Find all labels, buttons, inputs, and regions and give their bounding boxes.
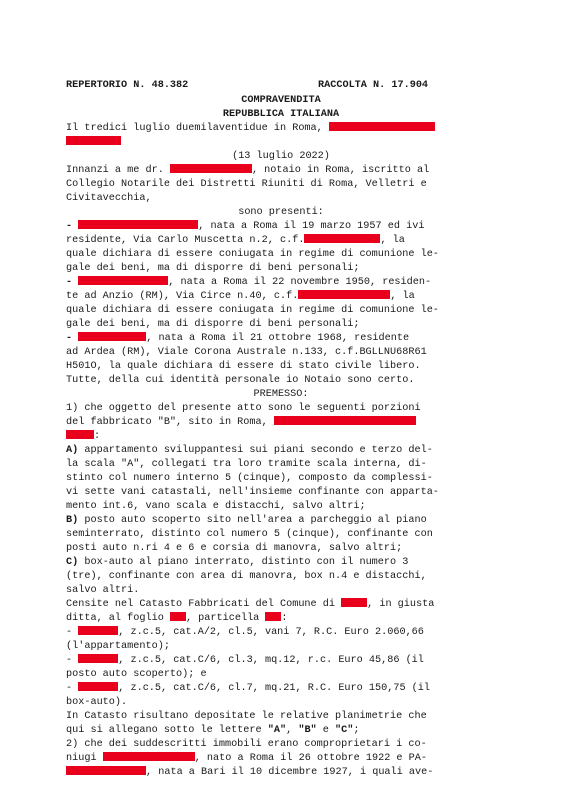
text-segment: , z.c.5, cat.C/6, cl.3, mq.12, r.c. Euro 45,86 (il xyxy=(118,655,424,666)
text-line xyxy=(66,710,496,724)
text-line xyxy=(66,122,496,136)
redaction-mark xyxy=(66,766,146,775)
text-line xyxy=(66,542,496,556)
redaction-mark xyxy=(265,612,281,621)
text-segment: Innanzi a me dr. xyxy=(66,165,170,176)
text-segment: la scala "A", collegati tra loro tramite scala interna, di- xyxy=(66,459,427,470)
text-line xyxy=(66,752,496,766)
text-segment: , particella xyxy=(185,613,266,624)
redaction-mark xyxy=(78,220,198,229)
text-segment: , nata a Roma il 19 marzo 1957 ed ivi xyxy=(198,221,425,232)
redaction-mark xyxy=(298,290,390,299)
text-segment: - xyxy=(66,655,79,666)
text-line xyxy=(66,248,496,262)
bold-text-segment: - xyxy=(66,277,79,288)
text-line xyxy=(66,724,496,738)
text-segment: Civitavecchia, xyxy=(66,193,152,204)
bold-text-segment: "C" xyxy=(335,725,354,736)
text-segment: vi sette vani catastali, nell'insieme confinante con apparta- xyxy=(66,487,439,498)
text-segment: te ad Anzio (RM), Via Circe n.40, c.f. xyxy=(66,291,299,302)
text-segment: quale dichiara di essere coniugata in regime di comunione le- xyxy=(66,305,439,316)
text-segment: 1) che oggetto del presente atto sono le seguenti porzioni xyxy=(66,403,421,414)
repertorio-number: REPERTORIO N. 48.382 xyxy=(66,80,189,91)
text-line xyxy=(66,766,496,780)
bold-text-segment: C) xyxy=(66,557,79,568)
text-line xyxy=(66,374,496,388)
text-segment: box-auto). xyxy=(66,697,128,708)
redaction-mark xyxy=(329,122,435,131)
redaction-mark xyxy=(78,682,118,691)
text-segment: ad Ardea (RM), Viale Corona Australe n.133, c.f.BGLLNU68R61 xyxy=(66,347,427,358)
text-line xyxy=(66,612,496,626)
text-line xyxy=(66,346,496,360)
text-segment: box-auto al piano interrato, distinto con il numero 3 xyxy=(78,557,409,568)
text-segment: In Catasto risultano depositate le relative planimetrie che xyxy=(66,711,427,722)
text-line xyxy=(66,262,496,276)
republic-title: REPUBBLICA ITALIANA xyxy=(222,109,340,120)
text-segment: seminterrato, distinto col numero 5 (cinque), confinante con xyxy=(66,529,433,540)
text-line xyxy=(66,458,496,472)
bold-text-segment: "A" xyxy=(267,725,287,736)
text-segment: posti auto n.ri 4 e 6 e corsia di manovra, salvo altri; xyxy=(66,543,403,554)
text-segment: , la xyxy=(380,235,405,246)
redaction-mark xyxy=(170,164,252,173)
text-segment: , notaio in Roma, iscritto al xyxy=(251,165,430,176)
redaction-mark xyxy=(78,332,146,341)
text-segment: gale dei beni, ma di disporre di beni personali; xyxy=(66,319,360,330)
deed-type-title: COMPRAVENDITA xyxy=(241,95,321,106)
text-line xyxy=(66,206,496,220)
text-line xyxy=(66,276,496,290)
text-line xyxy=(66,528,496,542)
text-segment: residente, Via Carlo Muscetta n.2, c.f. xyxy=(66,235,305,246)
text-segment: (l'appartamento); xyxy=(66,641,170,652)
text-line xyxy=(66,136,496,150)
redaction-mark xyxy=(170,612,186,621)
text-segment: del fabbricato "B", sito in Roma, xyxy=(66,417,274,428)
redaction-mark xyxy=(78,654,118,663)
text-segment: , la xyxy=(390,291,415,302)
text-line xyxy=(66,738,496,752)
text-segment: 2) che dei suddescritti immobili erano comproprietari i co- xyxy=(66,739,427,750)
text-segment: mento int.6, vano scala e distacchi, salvo altri; xyxy=(66,501,366,512)
redaction-mark xyxy=(66,136,121,145)
text-line xyxy=(66,668,496,682)
redaction-mark xyxy=(78,626,118,635)
text-line xyxy=(66,318,496,332)
text-line xyxy=(66,416,496,430)
text-segment: H501O, la quale dichiara di essere di stato civile libero. xyxy=(66,361,421,372)
bold-text-segment: A) xyxy=(66,445,79,456)
text-segment: gale dei beni, ma di disporre di beni personali; xyxy=(66,263,360,274)
text-segment: ditta, al foglio xyxy=(66,613,170,624)
text-segment: niugi xyxy=(66,753,103,764)
text-segment: , in giusta xyxy=(367,599,435,610)
text-line xyxy=(66,178,496,192)
text-line xyxy=(66,430,496,444)
text-segment: posto auto scoperto); e xyxy=(66,669,207,680)
text-segment: , nata a Roma il 21 ottobre 1968, residente xyxy=(146,333,410,344)
text-line xyxy=(66,640,496,654)
text-line xyxy=(66,682,496,696)
text-line xyxy=(66,388,496,402)
bold-text-segment: B) xyxy=(66,515,79,526)
text-segment: posto auto scoperto sito nell'area a parcheggio al piano xyxy=(78,515,427,526)
text-segment: stinto col numero interno 5 (cinque), composto da complessi- xyxy=(66,473,433,484)
text-segment: , nato a Roma il 26 ottobre 1922 e PA- xyxy=(194,753,428,764)
text-line xyxy=(66,304,496,318)
text-line xyxy=(66,626,496,640)
text-segment: Censite nel Catasto Fabbricati del Comune di xyxy=(66,599,342,610)
text-line xyxy=(66,234,496,248)
text-line xyxy=(66,332,496,346)
redaction-mark xyxy=(78,276,168,285)
text-line xyxy=(66,654,496,668)
text-segment: ; xyxy=(353,725,360,736)
text-line xyxy=(66,402,496,416)
text-line xyxy=(66,360,496,374)
text-line xyxy=(66,696,496,710)
text-line xyxy=(66,500,496,514)
text-segment: sono presenti: xyxy=(238,207,324,218)
text-line xyxy=(66,220,496,234)
text-segment: : xyxy=(281,613,288,624)
text-segment: PREMESSO: xyxy=(253,389,309,400)
redaction-mark xyxy=(341,598,367,607)
text-line xyxy=(66,444,496,458)
text-segment: e xyxy=(316,725,336,736)
text-segment: - xyxy=(66,627,79,638)
redaction-mark xyxy=(66,430,94,439)
bold-text-segment: "B" xyxy=(298,725,317,736)
text-segment: Il tredici luglio duemilaventidue in Roma, xyxy=(66,123,329,134)
text-line xyxy=(66,472,496,486)
text-segment: qui si allegano sotto le lettere xyxy=(66,725,268,736)
text-line xyxy=(66,584,496,598)
redaction-mark xyxy=(274,416,416,425)
text-line xyxy=(66,556,496,570)
bold-text-segment: - xyxy=(66,333,79,344)
text-segment: salvo altri. xyxy=(66,585,140,596)
text-segment: , z.c.5, cat.A/2, cl.5, vani 7, R.C. Euro 2.060,66 xyxy=(118,627,424,638)
text-segment: , nata a Roma il 22 novembre 1950, residen- xyxy=(168,277,432,288)
text-segment: : xyxy=(94,431,101,442)
text-line xyxy=(66,598,496,612)
text-segment: (13 luglio 2022) xyxy=(232,151,330,162)
text-segment: , xyxy=(286,725,299,736)
text-segment: Tutte, della cui identità personale io Notaio sono certo. xyxy=(66,375,415,386)
bold-text-segment: - xyxy=(66,221,79,232)
raccolta-number: RACCOLTA N. 17.904 xyxy=(318,80,429,91)
text-line xyxy=(66,486,496,500)
text-line xyxy=(66,514,496,528)
text-line xyxy=(66,164,496,178)
text-segment: quale dichiara di essere coniugata in regime di comunione le- xyxy=(66,249,439,260)
text-segment: Collegio Notarile dei Distretti Riuniti di Roma, Velletri e xyxy=(66,179,427,190)
text-segment: , nata a Bari il 10 dicembre 1927, i quali ave- xyxy=(146,767,434,778)
redaction-mark xyxy=(304,234,380,243)
text-segment: (tre), confinante con area di manovra, box n.4 e distacchi, xyxy=(66,571,427,582)
text-line xyxy=(66,150,496,164)
text-line xyxy=(66,192,496,206)
text-segment: appartamento sviluppantesi sui piani secondo e terzo del- xyxy=(78,445,433,456)
text-line xyxy=(66,570,496,584)
text-line xyxy=(66,290,496,304)
text-segment: , z.c.5, cat.C/6, cl.7, mq.21, R.C. Euro 150,75 (il xyxy=(118,683,431,694)
redaction-mark xyxy=(103,752,195,761)
text-segment: - xyxy=(66,683,79,694)
